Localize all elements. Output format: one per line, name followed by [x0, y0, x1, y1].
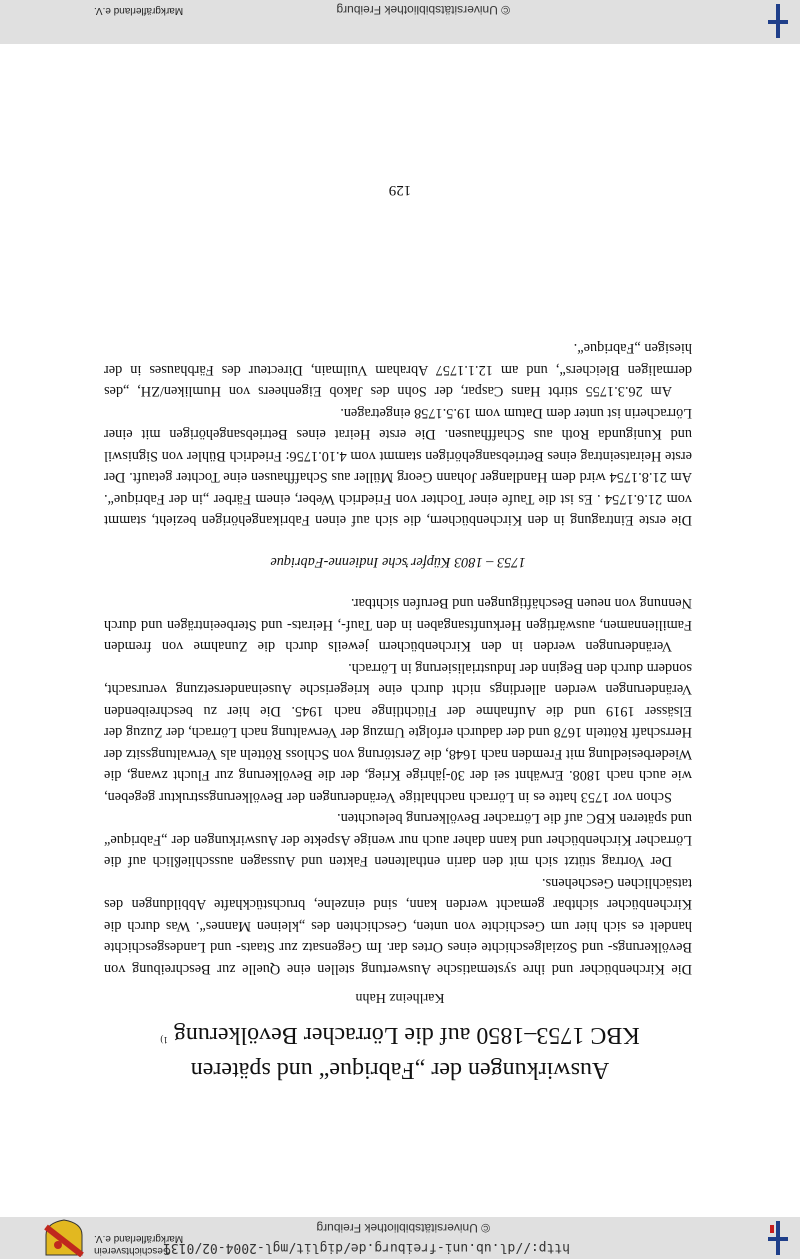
article-author: Karlheinz Hahn	[355, 990, 445, 1005]
society-name: Geschichtsverein	[94, 1245, 171, 1256]
title-line-1: Auswirkungen der „Fabrique“ und späteren	[190, 1057, 610, 1083]
coat-of-arms-icon	[40, 1219, 88, 1257]
footer-university-logo-icon	[766, 4, 790, 38]
article-body	[104, 337, 692, 979]
title-line-2	[0, 1020, 800, 1055]
paragraph: Am 26.3.1755 stirbt Hans Caspar, der Sohn des Jakob Eigenheers von Humliken/ZH, „des dermaligen Bleichers“, und am 12.1.1757 Abraham Vuilmain, Directeur des Färbhauses in der hiesigen „Fabrique“.	[104, 340, 692, 400]
paragraph: Schon vor 1753 hatte es in Lörrach nachhaltige Veränderungen der Bevölkerungsstruktur gegeben, wie auch nach 1808. Erwähnt sei der 30-jährige Krieg, der die Bevölkerung zur Flucht zwang, die Wiederbesiedlung mit Fremden nach 1648, die Zerstörung von Schloss Rötteln als Verwaltungssitz der Herrschaft Rötteln 1678 und der dadurch erfolgte Umzug der Verwaltung nach Lörrach, der Zuzug der Elsässer 1919 und die Aufnahme der Flüchtlinge nach 1945. Die hier zu beschreibenden Veränderungen werden allerdings nicht durch eine kriegerische Auseinandersetzung verursacht, sondern durch den Beginn der Industrialisierung in Lörrach.	[103, 660, 692, 805]
title-line-2-text: KBC 1753–1850 auf die Lörracher Bevölkerung	[173, 1022, 640, 1048]
society-label	[94, 1232, 183, 1256]
footer-copyright: © Universitätsbibliothek Freiburg	[336, 3, 510, 17]
page-number: 129	[388, 182, 412, 198]
university-logo-icon	[766, 1221, 790, 1255]
viewer-header-bar	[0, 1217, 800, 1259]
article-title	[0, 1020, 800, 1085]
paragraph: Veränderungen werden in den Kirchenbüchern jeweils durch die Zunahme von fremden Familiennamen, auswärtigen Herkunftsangaben in den Tauf-, Heirats- und Sterbeeinträgen und durch Nennung von neuen Beschäftigungen und Berufen sichtbar.	[104, 595, 692, 655]
title-footnote-marker: 1)	[160, 1035, 168, 1045]
section-heading: 1753 – 1803 Küpfer’sche Indienne-Fabrique	[270, 554, 526, 570]
society-region: Markgräflerland e.V.	[94, 1233, 184, 1244]
paragraph: Die erste Eintragung in den Kirchenbüchern, die sich auf einen Fabrikangehörigen bezieht, stammt vom 21.6.1754 . Es ist die Taufe einer Tochter von Friedrich Weber, einem Färber „in der Fabrique“. Am 21.8.1754 wird dem Handlanger Johann Georg Müller aus Schaffhausen eine Tochter getauft. Der erste Heiratseintrag eines Betriebsangehörigen stammt vom 4.10.1756: Friedrich Bühler von Signiswil und Kunigunda Roth aus Schaffhausen. Die erste Heirat eines Betriebsangehörigen mit einer Lörracherin ist unter dem Datum vom 19.5.1758 eingetragen.	[104, 405, 692, 529]
scanned-page	[0, 42, 800, 1215]
viewer-footer-bar	[0, 0, 800, 44]
copyright-notice: © Universitätsbibliothek Freiburg	[316, 1221, 490, 1235]
paragraph: Der Vortrag stützt sich mit den darin enthaltenen Fakten und Aussagen ausschließlich auf die Lörracher Kirchenbücher und kann daher auch nur wenige Aspekte der Auswirkungen der „Fabrique“ und späteren KBC auf die Lörracher Bevölkerung beleuchten.	[104, 810, 692, 870]
paragraph: Die Kirchenbücher und ihre systematische Auswertung stellen eine Quelle zur Beschreibung von Bevölkerungs- und Sozialgeschichte eines Ortes dar. Im Gegensatz zur Staats- und Landesgeschichte handelt es sich hier um Geschichte von unten, Geschichten des „kleinen Mannes“. Was durch die Kirchenbücher sichtbar gemacht werden kann, sind einzelne, bruchstückhafte Abbildungen des tatsächlichen Geschehens.	[104, 875, 692, 977]
document-url[interactable]: http://dl.ub.uni-freiburg.de/diglit/mgl-2004-02/0131	[163, 1240, 570, 1255]
footer-society: Markgräflerland e.V.	[94, 5, 184, 16]
